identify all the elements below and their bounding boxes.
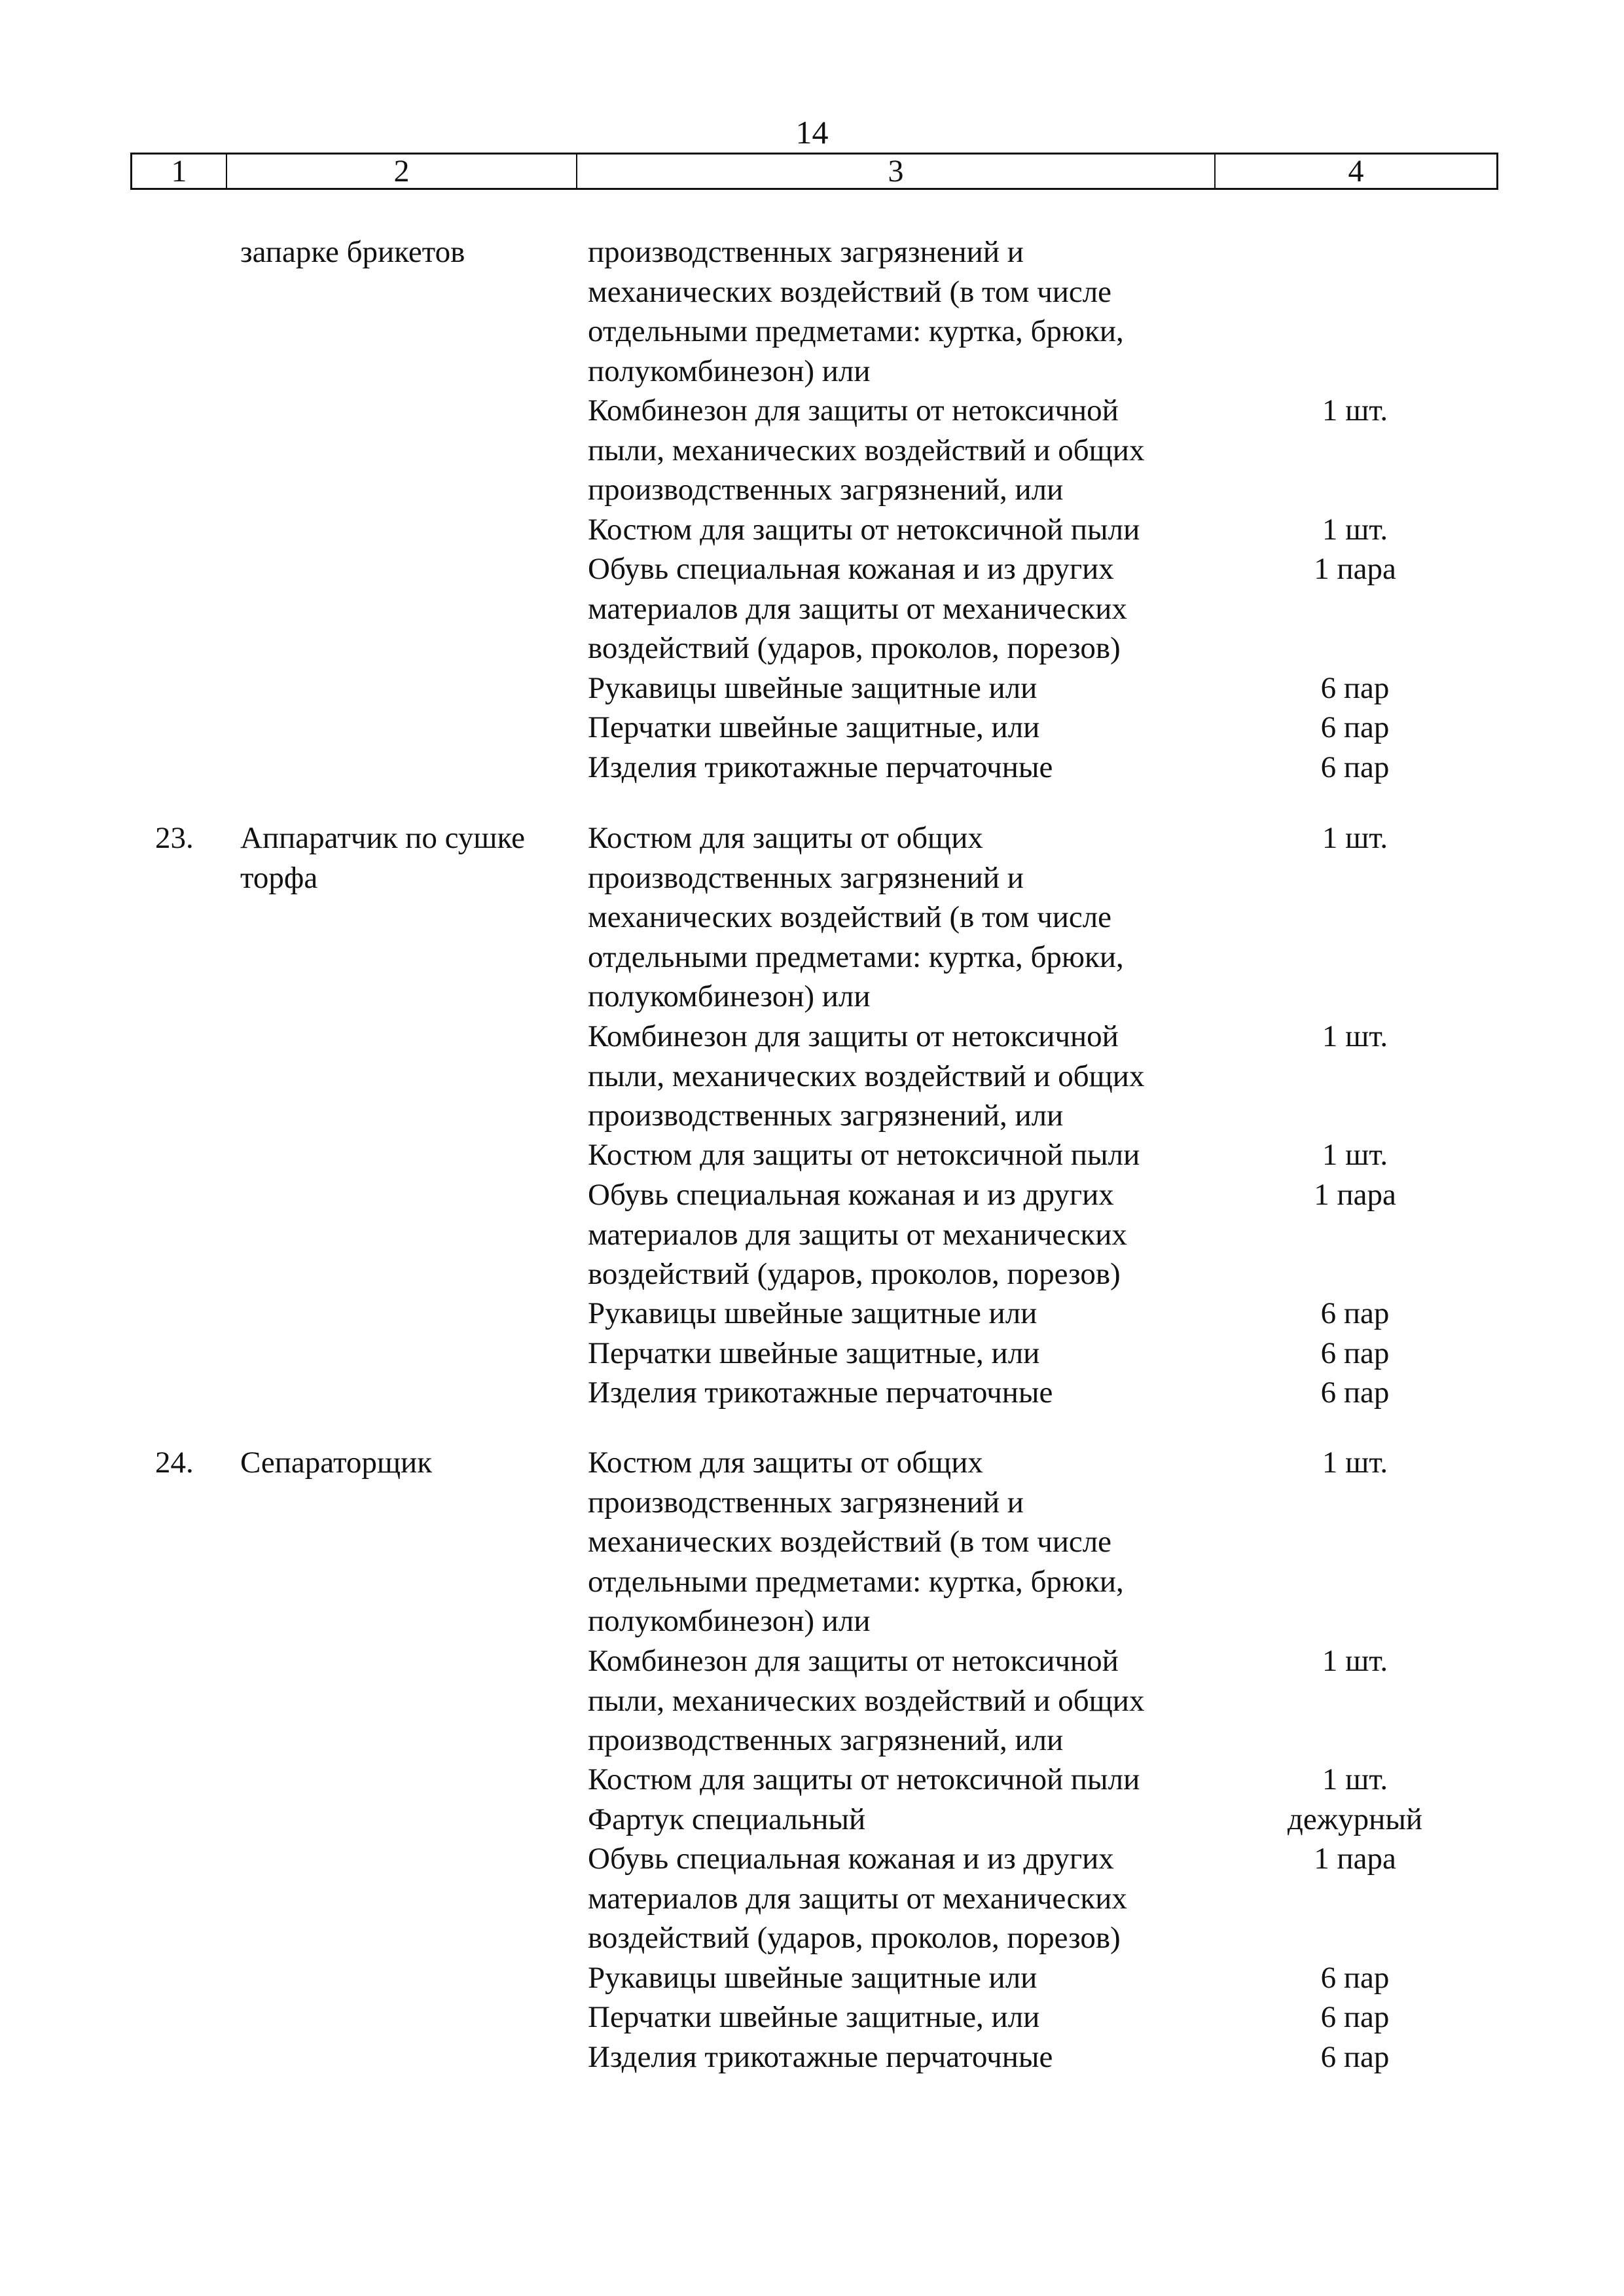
item-quantity: дежурный [1287,1802,1423,1836]
item-name: Комбинезон для защиты от нетоксичной пыли, механических воздействий и общих производственных загрязнений, или [588,1644,1145,1757]
item-name: Комбинезон для защиты от нетоксичной пыли, механических воздействий и общих производственных загрязнений, или [588,393,1145,507]
item-quantity: 1 шт. [1322,1446,1388,1480]
item-name: производственных загрязнений и механических воздействий (в том числе отдельными предметами: куртка, брюки, полукомбинезон) или [588,235,1124,388]
item-quantity: 6 пар [1320,1296,1390,1330]
item-name: Изделия трикотажные перчаточные [588,750,1053,784]
item-quantity: 1 пара [1314,1842,1396,1876]
header-col-4: 4 [1348,154,1364,189]
item-name: Костюм для защиты от общих производственных загрязнений и механических воздействий (в том числе отдельными предметами: куртка, брюки, полукомбинезон) или [588,1446,1124,1638]
item-quantity: 1 шт. [1322,393,1388,428]
item-quantity: 6 пар [1320,710,1390,744]
item-name: Перчатки швейные защитные, или [588,2000,1040,2034]
item-quantity: 1 шт. [1322,513,1388,547]
item-name: Фартук специальный [588,1802,866,1836]
item-name: Костюм для защиты от нетоксичной пыли [588,1138,1140,1172]
item-quantity: 6 пар [1320,2040,1390,2074]
item-name: Комбинезон для защиты от нетоксичной пыли, механических воздействий и общих производственных загрязнений, или [588,1019,1145,1133]
header-col-1: 1 [132,155,227,188]
item-name: Костюм для защиты от нетоксичной пыли [588,513,1140,547]
item-name: Обувь специальная кожаная и из других материалов для защиты от механических воздействий (ударов, проколов, порезов) [588,552,1127,665]
item-name: Рукавицы швейные защитные или [588,1296,1038,1330]
row-number: 24. [155,1446,194,1480]
row-number: 23. [155,821,194,855]
item-name: Перчатки швейные защитные, или [588,1336,1040,1370]
item-name: Обувь специальная кожаная и из других материалов для защиты от механических воздействий (ударов, проколов, порезов) [588,1842,1127,1955]
item-quantity: 6 пар [1320,2000,1390,2034]
item-quantity: 1 шт. [1322,1762,1388,1796]
item-name: Изделия трикотажные перчаточные [588,2040,1053,2074]
item-name: Костюм для защиты от нетоксичной пыли [588,1762,1140,1796]
item-quantity: 6 пар [1320,1336,1390,1370]
profession-name: Аппаратчик по сушке торфа [240,821,526,895]
item-quantity: 1 шт. [1322,1644,1388,1678]
page-number: 14 [795,114,829,151]
item-name: Обувь специальная кожаная и из других материалов для защиты от механических воздействий (ударов, проколов, порезов) [588,1178,1127,1291]
item-quantity: 6 пар [1320,1961,1390,1995]
item-name: Рукавицы швейные защитные или [588,671,1038,705]
item-quantity: 6 пар [1320,1376,1390,1410]
item-quantity: 6 пар [1320,671,1390,705]
item-name: Рукавицы швейные защитные или [588,1961,1038,1995]
profession-name: запарке брикетов [240,235,465,269]
item-quantity: 1 шт. [1322,1138,1388,1172]
item-quantity: 1 пара [1314,1178,1396,1212]
item-quantity: 6 пар [1320,750,1390,784]
item-quantity: 1 шт. [1322,821,1388,855]
item-quantity: 1 пара [1314,552,1396,586]
item-name: Изделия трикотажные перчаточные [588,1376,1053,1410]
item-name: Костюм для защиты от общих производственных загрязнений и механических воздействий (в том числе отдельными предметами: куртка, брюки, полукомбинезон) или [588,821,1124,1013]
item-name: Перчатки швейные защитные, или [588,710,1040,744]
header-col-2: 2 [227,155,577,188]
profession-name: Сепараторщик [240,1446,433,1480]
table-header [130,153,1498,190]
header-col-3: 3 [577,155,1216,188]
item-quantity: 1 шт. [1322,1019,1388,1053]
